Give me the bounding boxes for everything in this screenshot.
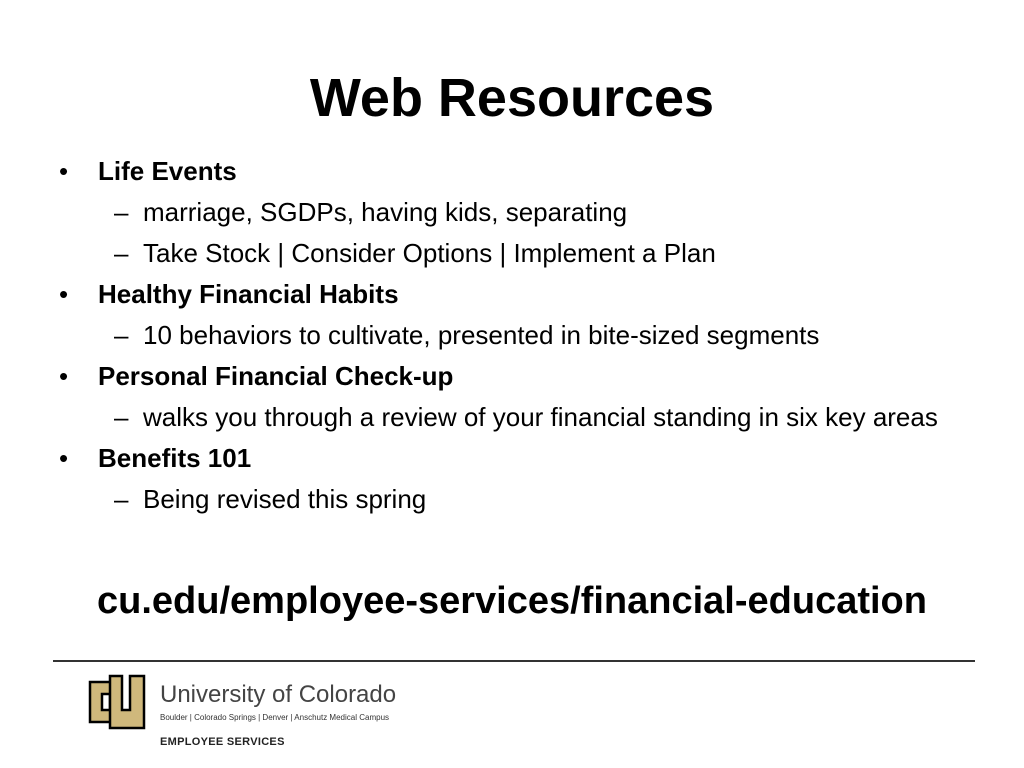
bullet-glyph: • — [59, 443, 69, 473]
bullet-glyph: • — [59, 361, 69, 391]
sub-glyph: – — [114, 197, 129, 227]
sub-item-text: Take Stock | Consider Options | Implement a Plan — [143, 238, 716, 268]
department-name: EMPLOYEE SERVICES — [160, 736, 285, 748]
cu-logo-icon — [86, 672, 148, 732]
sub-item — [0, 192, 1024, 233]
sub-item-text: Being revised this spring — [143, 484, 427, 514]
bullet-label: Personal Financial Check-up — [98, 361, 454, 391]
sub-item-text: walks you through a review of your financial standing in six key areas — [143, 402, 938, 432]
sub-glyph: – — [114, 238, 129, 268]
sub-item — [0, 315, 1024, 356]
campus-list: Boulder | Colorado Springs | Denver | Anschutz Medical Campus — [160, 713, 390, 722]
sub-item — [0, 233, 1024, 274]
bullet-item — [0, 151, 1024, 192]
bullet-list — [0, 151, 1024, 520]
bullet-glyph: • — [59, 156, 69, 186]
sub-glyph: – — [114, 484, 129, 514]
bullet-label: Healthy Financial Habits — [98, 279, 399, 309]
sub-item — [0, 397, 1024, 438]
bullet-label: Benefits 101 — [98, 443, 252, 473]
bullet-label: Life Events — [98, 156, 237, 186]
bullet-glyph: • — [59, 279, 69, 309]
sub-glyph: – — [114, 320, 129, 350]
university-name: University of Colorado — [160, 681, 397, 708]
bullet-item — [0, 438, 1024, 479]
bullet-item — [0, 356, 1024, 397]
slide-title: Web Resources — [309, 68, 715, 128]
bullet-item — [0, 274, 1024, 315]
sub-item-text: marriage, SGDPs, having kids, separating — [143, 197, 628, 227]
sub-glyph: – — [114, 402, 129, 432]
footer-divider — [53, 660, 975, 662]
resource-url: cu.edu/employee-services/financial-education — [97, 580, 927, 622]
sub-item-text: 10 behaviors to cultivate, presented in bite-sized segments — [143, 320, 820, 350]
sub-item — [0, 479, 1024, 520]
